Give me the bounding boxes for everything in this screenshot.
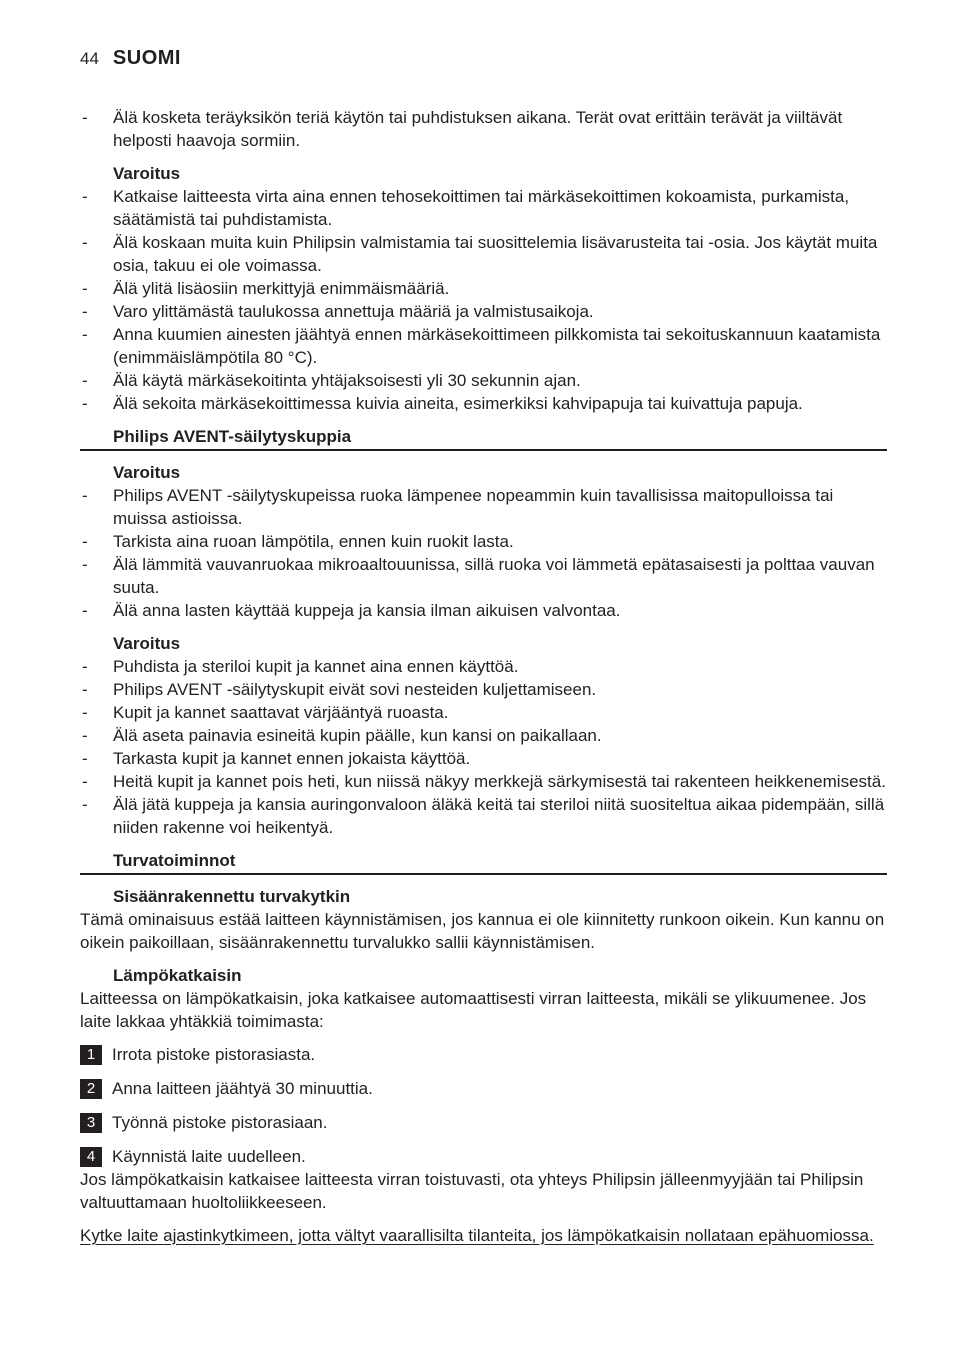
section-heading-safety: Turvatoiminnot (80, 849, 887, 875)
list-item: - Puhdista ja steriloi kupit ja kannet aina ennen käyttöä. (80, 655, 890, 678)
step-text: Anna laitteen jäähtyä 30 minuuttia. (112, 1079, 373, 1098)
step-number-badge: 1 (80, 1045, 102, 1065)
warning-list-3 (80, 655, 890, 839)
page-header (80, 47, 181, 75)
step-number-badge: 2 (80, 1079, 102, 1099)
intro-list (80, 106, 890, 152)
thermal-cutoff-text: Laitteessa on lämpökatkaisin, joka katkaisee automaattisesti virran laitteesta, mikäli se ylikuumenee. Jos laite lakkaa yhtäkkiä toimimasta: (80, 989, 867, 1031)
list-item: - Älä lämmitä vauvanruokaa mikroaaltouunissa, sillä ruoka voi lämmetä epätasaisesti ja polttaa vauvan suuta. (80, 553, 890, 599)
list-item: - Tarkista aina ruoan lämpötila, ennen kuin ruokit lasta. (80, 530, 890, 553)
safety-switch-heading: Sisäänrakennettu turvakytkin (113, 887, 351, 906)
steps-list (80, 1043, 890, 1168)
page-number: 44 (80, 49, 99, 68)
list-item: - Älä jätä kuppeja ja kansia auringonvaloon äläkä keitä tai steriloi niitä suositeltua aikaa pidempään, sillä niiden rakenne voi heikentyä. (80, 793, 890, 839)
warning-list-1 (80, 185, 890, 415)
list-item: - Kupit ja kannet saattavat värjääntyä ruoasta. (80, 701, 890, 724)
step-item (80, 1111, 890, 1134)
list-item: - Varo ylittämästä taulukossa annettuja määriä ja valmistusaikoja. (80, 300, 890, 323)
list-item: - Älä aseta painavia esineitä kupin päälle, kun kansi on paikallaan. (80, 724, 890, 747)
step-number-badge: 4 (80, 1147, 102, 1167)
language-heading: SUOMI (112, 47, 181, 69)
step-number-badge: 3 (80, 1113, 102, 1133)
step-item (80, 1043, 890, 1066)
step-text: Käynnistä laite uudelleen. (112, 1147, 306, 1166)
list-item: - Älä sekoita märkäsekoittimessa kuivia aineita, esimerkiksi kahvipapuja tai kuivattuja papuja. (80, 392, 890, 415)
list-item: - Älä anna lasten käyttää kuppeja ja kansia ilman aikuisen valvontaa. (80, 599, 890, 622)
page-content (80, 106, 890, 1247)
thermal-cutoff-heading: Lämpökatkaisin (113, 966, 242, 985)
list-item: - Katkaise laitteesta virta aina ennen tehosekoittimen tai märkäsekoittimen kokoamista, purkamista, säätämistä tai puhdistamista. (80, 185, 890, 231)
warning-heading: Varoitus (113, 164, 181, 183)
step-item (80, 1077, 890, 1100)
step-item (80, 1145, 890, 1168)
list-item: - Älä ylitä lisäosiin merkittyjä enimmäismääriä. (80, 277, 890, 300)
important-note: Kytke laite ajastinkytkimeen, jotta vältyt vaarallisilta tilanteita, jos lämpökatkaisin nollataan epähuomiossa. (80, 1226, 874, 1245)
thermal-cutoff-after-text: Jos lämpökatkaisin katkaisee laitteesta virran toistuvasti, ota yhteys Philipsin jälleenmyyjään tai Philipsin valtuuttamaan huoltoliikkeeseen. (80, 1170, 864, 1212)
list-item: - Philips AVENT -säilytyskupit eivät sovi nesteiden kuljettamiseen. (80, 678, 890, 701)
step-text: Irrota pistoke pistorasiasta. (112, 1045, 316, 1064)
list-item: - Philips AVENT -säilytyskupeissa ruoka lämpenee nopeammin kuin tavallisissa maitopulloissa tai muissa astioissa. (80, 484, 890, 530)
warning-heading: Varoitus (113, 463, 181, 482)
list-item: - Heitä kupit ja kannet pois heti, kun niissä näkyy merkkejä särkymisestä tai rakenteen heikkenemisestä. (80, 770, 890, 793)
warning-heading: Varoitus (113, 634, 181, 653)
list-item: - Tarkasta kupit ja kannet ennen jokaista käyttöä. (80, 747, 890, 770)
warning-list-2 (80, 484, 890, 622)
list-item: - Älä kosketa teräyksikön teriä käytön tai puhdistuksen aikana. Terät ovat erittäin terävät ja viiltävät helposti haavoja sormiin. (80, 106, 890, 152)
list-item: - Anna kuumien ainesten jäähtyä ennen märkäsekoittimeen pilkkomista tai sekoituskannuun kaatamista (enimmäislämpötila 80 °C). (80, 323, 890, 369)
list-item: - Älä koskaan muita kuin Philipsin valmistamia tai suosittelemia lisävarusteita tai -osia. Jos käytät muita osia, takuu ei ole voimassa. (80, 231, 890, 277)
step-text: Työnnä pistoke pistorasiaan. (112, 1113, 328, 1132)
list-item: - Älä käytä märkäsekoitinta yhtäjaksoisesti yli 30 sekunnin ajan. (80, 369, 890, 392)
section-heading-avent: Philips AVENT-säilytyskuppia (80, 425, 887, 451)
safety-switch-text: Tämä ominaisuus estää laitteen käynnistämisen, jos kannua ei ole kiinnitetty runkoon oikein. Kun kannu on oikein paikoillaan, sisäänrakennettu turvalukko sallii käynnistämisen. (80, 910, 885, 952)
